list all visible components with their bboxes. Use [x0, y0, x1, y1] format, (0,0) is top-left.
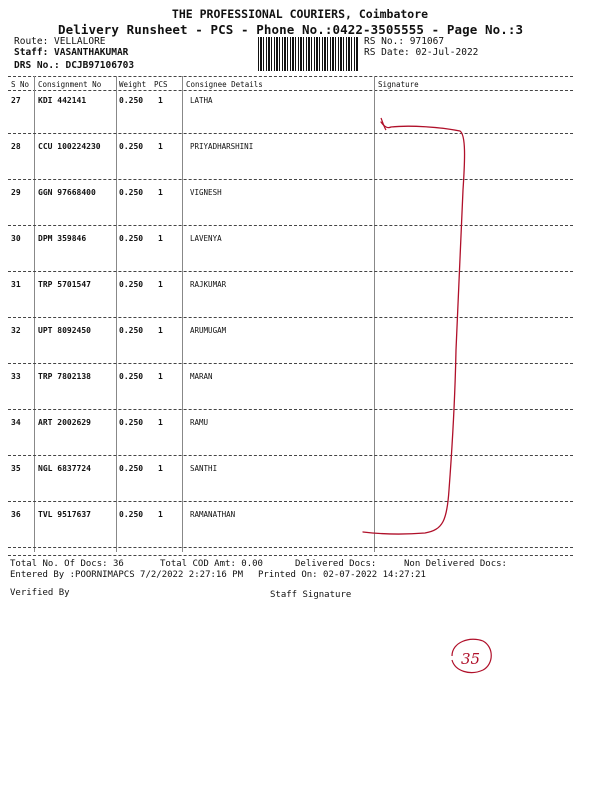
row-weight: 0.250: [119, 326, 144, 335]
row-pcs: 1: [158, 326, 163, 335]
row-sno: 31: [11, 280, 21, 289]
row-sno: 35: [11, 464, 21, 473]
staff-name: Staff: VASANTHAKUMAR: [14, 47, 129, 58]
row-sno: 30: [11, 234, 21, 243]
row-consignment-no: GGN 97668400: [38, 188, 96, 197]
row-weight: 0.250: [119, 280, 144, 289]
row-consignment-no: DPM 359846: [38, 234, 87, 243]
row-sno: 33: [11, 372, 21, 381]
row-consignee: PRIYADHARSHINI: [190, 142, 254, 151]
row-consignment-no: TRP 7802138: [38, 372, 91, 381]
row-sno: 34: [11, 418, 21, 427]
verified-by: Verified By: [10, 588, 70, 598]
row-weight: 0.250: [119, 418, 144, 427]
row-consignee: LAVENYA: [190, 234, 222, 243]
footer-rule: [8, 555, 573, 556]
row-pcs: 1: [158, 96, 163, 105]
route: Route: VELLALORE: [14, 36, 106, 47]
drs-number: DRS No.: DCJB97106703: [14, 60, 135, 71]
row-consignee: LATHA: [190, 96, 213, 105]
ink-number: 35: [461, 650, 481, 668]
delivered-docs: Delivered Docs:: [295, 559, 377, 569]
row-pcs: 1: [158, 464, 163, 473]
row-consignee: VIGNESH: [190, 188, 222, 197]
row-sno: 29: [11, 188, 21, 197]
row-weight: 0.250: [119, 510, 144, 519]
row-pcs: 1: [158, 418, 163, 427]
signature-tick: [381, 118, 386, 130]
col-header-consignment: Consignment No: [38, 80, 102, 89]
row-consignee: MARAN: [190, 372, 213, 381]
row-consignment-no: TRP 5701547: [38, 280, 91, 289]
row-weight: 0.250: [119, 372, 144, 381]
row-consignee: RAMANATHAN: [190, 510, 236, 519]
printed-on: Printed On: 02-07-2022 14:27:21: [258, 570, 426, 580]
row-pcs: 1: [158, 510, 163, 519]
row-pcs: 1: [158, 372, 163, 381]
row-sno: 27: [11, 96, 21, 105]
row-consignment-no: ART 2002629: [38, 418, 91, 427]
rs-number: RS No.: 971067: [364, 36, 445, 47]
row-pcs: 1: [158, 188, 163, 197]
total-docs: Total No. Of Docs: 36: [10, 559, 124, 569]
total-cod: Total COD Amt: 0.00: [160, 559, 263, 569]
runsheet-subtitle: Delivery Runsheet - PCS - Phone No.:0422-3505555 - Page No.:3: [58, 22, 524, 37]
row-consignment-no: TVL 9517637: [38, 510, 91, 519]
row-weight: 0.250: [119, 188, 144, 197]
row-weight: 0.250: [119, 464, 144, 473]
non-delivered-docs: Non Delivered Docs:: [404, 559, 507, 569]
row-consignment-no: UPT 8092450: [38, 326, 91, 335]
row-pcs: 1: [158, 280, 163, 289]
row-consignee: RAJKUMAR: [190, 280, 227, 289]
row-consignment-no: NGL 6837724: [38, 464, 91, 473]
row-sno: 36: [11, 510, 21, 519]
row-weight: 0.250: [119, 234, 144, 243]
row-consignee: ARUMUGAM: [190, 326, 227, 335]
col-header-pcs: PCS: [154, 80, 168, 89]
row-consignee: RAMU: [190, 418, 209, 427]
row-sno: 32: [11, 326, 21, 335]
row-sno: 28: [11, 142, 21, 151]
company-title: THE PROFESSIONAL COURIERS, Coimbatore: [171, 7, 429, 21]
row-weight: 0.250: [119, 96, 144, 105]
staff-signature: Staff Signature: [270, 590, 352, 600]
row-consignment-no: CCU 100224230: [38, 142, 101, 151]
col-header-weight: Weight: [119, 80, 147, 89]
row-pcs: 1: [158, 234, 163, 243]
col-header-consignee: Consignee Details: [186, 80, 263, 89]
rs-date: RS Date: 02-Jul-2022: [364, 47, 479, 58]
row-pcs: 1: [158, 142, 163, 151]
row-consignment-no: KDI 442141: [38, 96, 87, 105]
signature-bracket: [363, 122, 465, 534]
row-consignee: SANTHI: [190, 464, 218, 473]
entered-by: Entered By :POORNIMAPCS 7/2/2022 2:27:16 PM: [10, 570, 243, 580]
col-header-signature: Signature: [378, 80, 419, 89]
col-header-sno: S No: [11, 80, 30, 89]
row-weight: 0.250: [119, 142, 144, 151]
